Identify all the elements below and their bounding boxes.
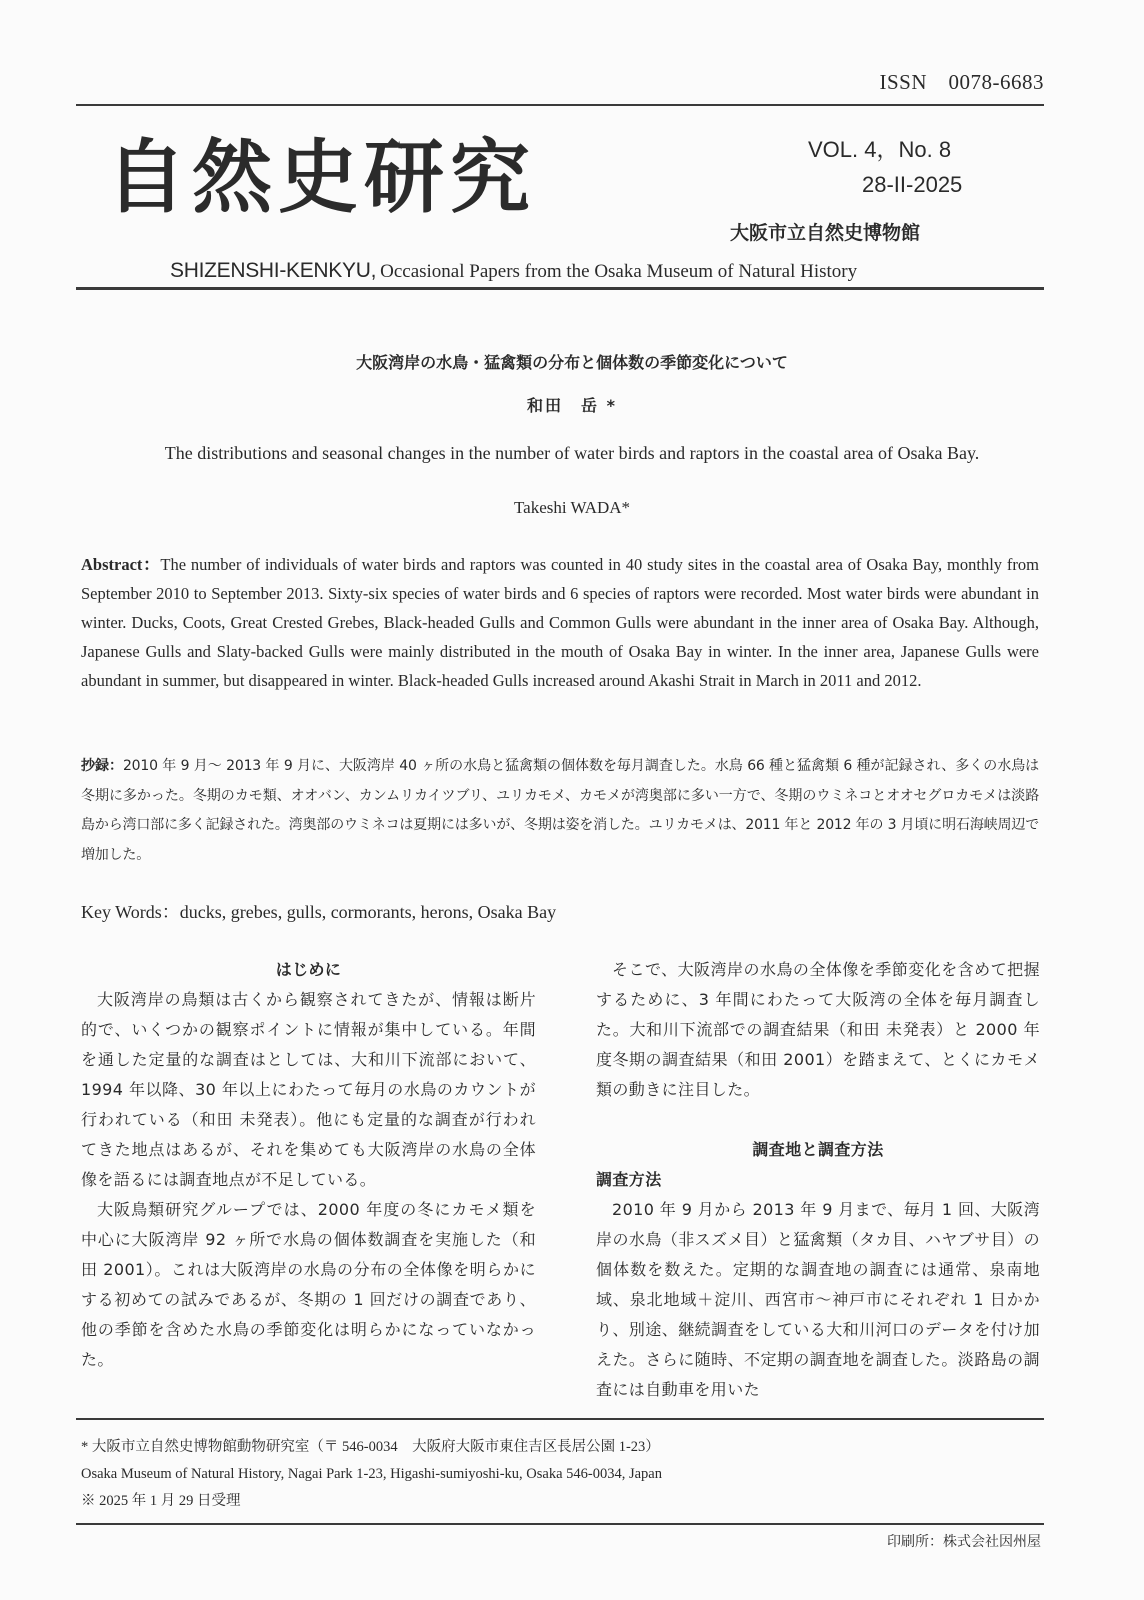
journal-romaji: SHIZENSHI-KENKYU, — [170, 259, 377, 282]
body-left-column — [81, 955, 536, 1375]
author-en: Takeshi WADA* — [513, 498, 631, 517]
journal-subtitle-line — [170, 259, 857, 283]
shoroku-label: 抄録： — [81, 758, 123, 774]
printer: 印刷所：株式会社因州屋 — [887, 1534, 1041, 1550]
footnote-bottom-rule — [76, 1523, 1044, 1525]
footnote-top-rule — [76, 1418, 1044, 1420]
intro-paragraph-3: そこで、大阪湾岸の水鳥の全体像を季節変化を含めて把握するために、3 年間にわたって大阪湾の全体を毎月調査した。大和川下流部での調査結果（和田 未発表）と 2000 年度冬期の調査結果（和田 2001）を踏まえて、とくにカモメ類の動きに注目した。 — [596, 960, 1040, 1099]
body-right-column — [596, 955, 1040, 1405]
abstract-label: Abstract： — [81, 555, 161, 574]
article-title-jp: 大阪湾岸の水鳥・猛禽類の分布と個体数の季節変化について — [356, 353, 788, 372]
methods-heading: 調査地と調査方法 — [752, 1140, 884, 1159]
header-top-rule — [76, 104, 1044, 106]
methods-paragraph-1: 2010 年 9 月から 2013 年 9 月まで、毎月 1 回、大阪湾岸の水鳥（非スズメ目）と猛禽類（タカ目、ハヤブサ目）の個体数を数えた。定期的な調査地の調査には通常、泉南地域、泉北地域＋淀川、西宮市～神戸市にそれぞれ 1 日かかり、別途、継続調査をしている大和川河口のデータを付け加えた。さらに随時、不定期の調査地を調査した。淡路島の調査には自動車を用いた — [596, 1200, 1040, 1399]
methods-subheading: 調査方法 — [596, 1170, 662, 1189]
shoroku — [81, 752, 1039, 870]
header-bottom-rule — [76, 287, 1044, 290]
received-date: ※ 2025 年 1 月 29 日受理 — [81, 1493, 241, 1509]
intro-paragraph-1: 大阪湾岸の鳥類は古くから観察されてきたが、情報は断片的で、いくつかの観察ポイントに情報が集中している。年間を通した定量的な調査はとしては、大和川下流部において、1994 年以降、30 年以上にわたって毎月の水鳥のカウントが行われている（和田 未発表）。他にも定量的な調査が行われてきた地点はあるが、それを集めても大阪湾岸の水鳥の全体像を語るには調査地点が不足している。 — [81, 990, 536, 1189]
column-spacer — [596, 1105, 1040, 1135]
issue-date: 28-II-2025 — [862, 172, 963, 197]
keywords-text: ducks, grebes, gulls, cormorants, herons, Osaka Bay — [179, 902, 557, 922]
issn: ISSN 0078-6683 — [879, 70, 1044, 94]
journal-title: 自然史研究 — [106, 131, 536, 224]
abstract — [81, 550, 1039, 695]
keywords-label: Key Words： — [81, 902, 180, 922]
keywords — [81, 898, 556, 924]
volume-number: VOL. 4，No. 8 — [808, 137, 952, 162]
affiliation-jp: * 大阪市立自然史博物館動物研究室（〒 546-0034 大阪府大阪市東住吉区長居公園 1-23） — [81, 1439, 660, 1455]
shoroku-text: 2010 年 9 月～ 2013 年 9 月に、大阪湾岸 40 ヶ所の水鳥と猛禽類の個体数を毎月調査した。水鳥 66 種と猛禽類 6 種が記録され、多くの水鳥は冬期に多かった。冬期のカモ類、オオバン、カンムリカイツブリ、ユリカモメ、カモメが湾奥部に多い一方で、冬期のウミネコとオオセグロカモメは淡路島から湾口部に多く記録された。湾奥部のウミネコは夏期には多いが、冬期は姿を消した。ユリカモメは、2011 年と 2012 年の 3 月頃に明石海峡周辺で増加した。 — [81, 758, 1039, 863]
abstract-text: The number of individuals of water birds and raptors was counted in 40 study sites in the coastal area of Osaka Bay, monthly from September 2010 to September 2013. Sixty-six species of water birds and 6 species of raptors were recorded. Most water birds were abundant in winter. Ducks, Coots, Great Crested Grebes, Black-headed Gulls and Common Gulls were abundant in the inner area of Osaka Bay. Although, Japanese Gulls and Slaty-backed Gulls were mainly distributed in the mouth of Osaka Bay in winter. In the inner area, Japanese Gulls were abundant in summer, but disappeared in winter. Black-headed Gulls increased around Akashi Strait in March in 2011 and 2012. — [81, 555, 1039, 690]
intro-paragraph-2: 大阪鳥類研究グループでは、2000 年度の冬にカモメ類を中心に大阪湾岸 92 ヶ所で水鳥の個体数調査を実施した（和田 2001）。これは大阪湾岸の水鳥の分布の全体像を明らかにする初めての試みであるが、冬期の 1 回だけの調査であり、他の季節を含めた水鳥の季節変化は明らかになっていなかった。 — [81, 1200, 536, 1369]
footnote — [81, 1434, 1041, 1515]
article-title-en: The distributions and seasonal changes in the number of water birds and raptors in the coastal area of Osaka Bay. — [164, 443, 980, 463]
journal-subtitle: Occasional Papers from the Osaka Museum of Natural History — [380, 261, 858, 282]
affiliation-en: Osaka Museum of Natural History, Nagai Park 1-23, Higashi-sumiyoshi-ku, Osaka 546-0034, Japan — [81, 1466, 662, 1482]
museum-name-jp: 大阪市立自然史博物館 — [730, 222, 921, 244]
author-jp: 和田 岳 * — [527, 396, 617, 415]
intro-heading: はじめに — [275, 960, 342, 979]
